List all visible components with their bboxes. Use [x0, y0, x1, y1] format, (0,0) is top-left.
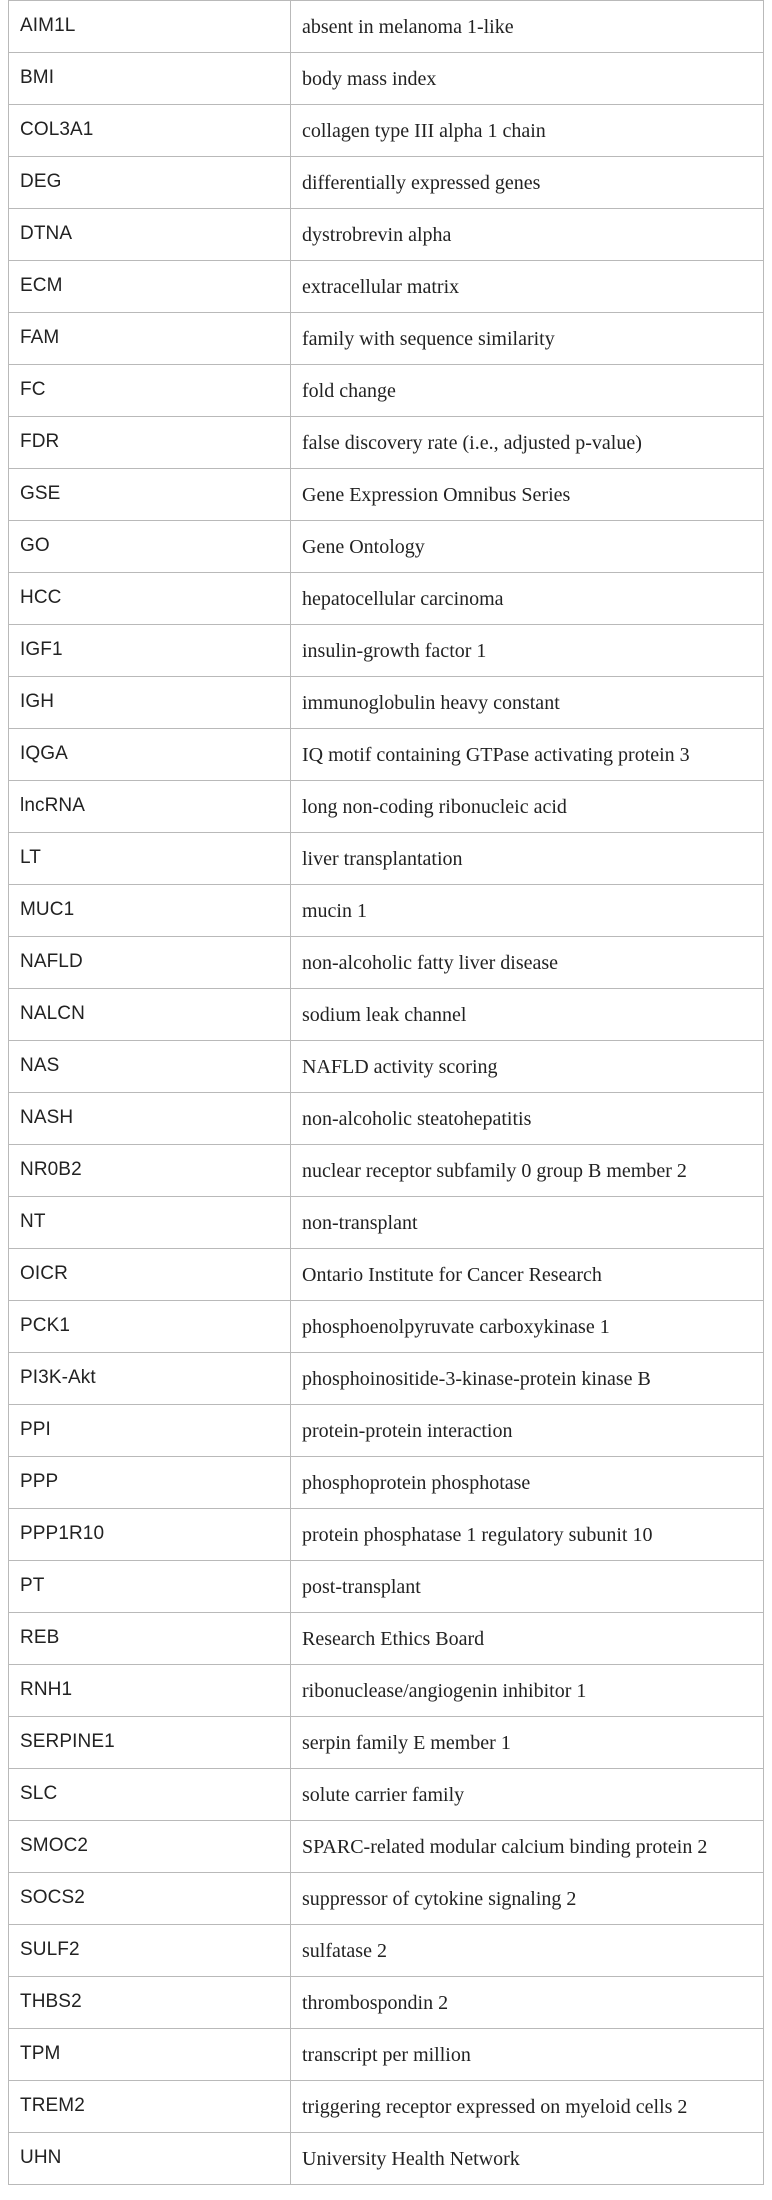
definition-cell: Research Ethics Board [291, 1613, 764, 1665]
abbreviation-cell: OICR [9, 1249, 291, 1301]
definition-cell: extracellular matrix [291, 261, 764, 313]
table-row [9, 1665, 764, 1717]
table-row [9, 365, 764, 417]
abbreviation-cell: SMOC2 [9, 1821, 291, 1873]
table-row [9, 1717, 764, 1769]
abbreviation-cell: SLC [9, 1769, 291, 1821]
abbreviation-cell: NT [9, 1197, 291, 1249]
abbreviation-cell: NALCN [9, 989, 291, 1041]
table-row [9, 1509, 764, 1561]
abbreviation-cell: BMI [9, 53, 291, 105]
table-row [9, 1561, 764, 1613]
table-row [9, 105, 764, 157]
definition-cell: Gene Ontology [291, 521, 764, 573]
abbreviation-cell: PPI [9, 1405, 291, 1457]
table-row [9, 1613, 764, 1665]
abbreviation-cell: MUC1 [9, 885, 291, 937]
table-row [9, 1977, 764, 2029]
abbreviation-cell: FC [9, 365, 291, 417]
definition-cell: phosphoprotein phosphotase [291, 1457, 764, 1509]
table-row [9, 469, 764, 521]
definition-cell: triggering receptor expressed on myeloid cells 2 [291, 2081, 764, 2133]
definition-cell: SPARC-related modular calcium binding protein 2 [291, 1821, 764, 1873]
definition-cell: sulfatase 2 [291, 1925, 764, 1977]
definition-cell: long non-coding ribonucleic acid [291, 781, 764, 833]
abbreviation-cell: THBS2 [9, 1977, 291, 2029]
table-row [9, 1405, 764, 1457]
abbreviation-cell: NASH [9, 1093, 291, 1145]
table-row [9, 1301, 764, 1353]
abbreviation-cell: LT [9, 833, 291, 885]
table-row [9, 1093, 764, 1145]
definition-cell: body mass index [291, 53, 764, 105]
definition-cell: solute carrier family [291, 1769, 764, 1821]
definition-cell: family with sequence similarity [291, 313, 764, 365]
definition-cell: NAFLD activity scoring [291, 1041, 764, 1093]
table-row [9, 53, 764, 105]
table-row [9, 2081, 764, 2133]
definition-cell: IQ motif containing GTPase activating protein 3 [291, 729, 764, 781]
abbreviation-cell: AIM1L [9, 1, 291, 53]
table-row [9, 885, 764, 937]
table-row [9, 1821, 764, 1873]
table-row [9, 1145, 764, 1197]
abbreviation-cell: FAM [9, 313, 291, 365]
abbreviation-cell: TPM [9, 2029, 291, 2081]
abbreviation-cell: GSE [9, 469, 291, 521]
abbreviation-cell: NAS [9, 1041, 291, 1093]
definition-cell: phosphoinositide-3-kinase-protein kinase B [291, 1353, 764, 1405]
table-row [9, 157, 764, 209]
table-row [9, 1041, 764, 1093]
table-row [9, 1, 764, 53]
definition-cell: sodium leak channel [291, 989, 764, 1041]
table-row [9, 2029, 764, 2081]
table-row [9, 521, 764, 573]
abbreviation-cell: PPP1R10 [9, 1509, 291, 1561]
abbreviation-cell: TREM2 [9, 2081, 291, 2133]
definition-cell: Ontario Institute for Cancer Research [291, 1249, 764, 1301]
definition-cell: Gene Expression Omnibus Series [291, 469, 764, 521]
definition-cell: protein phosphatase 1 regulatory subunit 10 [291, 1509, 764, 1561]
abbreviation-cell: UHN [9, 2133, 291, 2185]
table-row [9, 573, 764, 625]
table-row [9, 1197, 764, 1249]
definition-cell: mucin 1 [291, 885, 764, 937]
abbreviation-cell: PT [9, 1561, 291, 1613]
definition-cell: absent in melanoma 1-like [291, 1, 764, 53]
table-row [9, 1249, 764, 1301]
abbreviation-cell: DTNA [9, 209, 291, 261]
table-row [9, 625, 764, 677]
abbreviations-table-container [8, 0, 764, 2185]
definition-cell: transcript per million [291, 2029, 764, 2081]
abbreviation-cell: SOCS2 [9, 1873, 291, 1925]
definition-cell: non-alcoholic steatohepatitis [291, 1093, 764, 1145]
table-row [9, 1769, 764, 1821]
table-row [9, 1873, 764, 1925]
abbreviations-table [8, 0, 764, 2185]
table-row [9, 833, 764, 885]
definition-cell: false discovery rate (i.e., adjusted p-value) [291, 417, 764, 469]
definition-cell: nuclear receptor subfamily 0 group B member 2 [291, 1145, 764, 1197]
abbreviations-table-body [9, 1, 764, 2185]
table-row [9, 1457, 764, 1509]
abbreviation-cell: lncRNA [9, 781, 291, 833]
table-row [9, 729, 764, 781]
abbreviation-cell: NAFLD [9, 937, 291, 989]
abbreviation-cell: HCC [9, 573, 291, 625]
definition-cell: fold change [291, 365, 764, 417]
abbreviation-cell: NR0B2 [9, 1145, 291, 1197]
definition-cell: University Health Network [291, 2133, 764, 2185]
table-row [9, 781, 764, 833]
definition-cell: non-transplant [291, 1197, 764, 1249]
definition-cell: phosphoenolpyruvate carboxykinase 1 [291, 1301, 764, 1353]
definition-cell: ribonuclease/angiogenin inhibitor 1 [291, 1665, 764, 1717]
definition-cell: hepatocellular carcinoma [291, 573, 764, 625]
table-row [9, 313, 764, 365]
abbreviation-cell: PPP [9, 1457, 291, 1509]
abbreviation-cell: RNH1 [9, 1665, 291, 1717]
abbreviation-cell: REB [9, 1613, 291, 1665]
abbreviation-cell: GO [9, 521, 291, 573]
abbreviation-cell: DEG [9, 157, 291, 209]
definition-cell: non-alcoholic fatty liver disease [291, 937, 764, 989]
table-row [9, 989, 764, 1041]
abbreviation-cell: PI3K-Akt [9, 1353, 291, 1405]
definition-cell: liver transplantation [291, 833, 764, 885]
definition-cell: thrombospondin 2 [291, 1977, 764, 2029]
definition-cell: dystrobrevin alpha [291, 209, 764, 261]
definition-cell: collagen type III alpha 1 chain [291, 105, 764, 157]
abbreviation-cell: FDR [9, 417, 291, 469]
definition-cell: suppressor of cytokine signaling 2 [291, 1873, 764, 1925]
abbreviation-cell: ECM [9, 261, 291, 313]
abbreviation-cell: IGH [9, 677, 291, 729]
abbreviation-cell: COL3A1 [9, 105, 291, 157]
definition-cell: protein-protein interaction [291, 1405, 764, 1457]
table-row [9, 1925, 764, 1977]
table-row [9, 677, 764, 729]
definition-cell: serpin family E member 1 [291, 1717, 764, 1769]
abbreviation-cell: PCK1 [9, 1301, 291, 1353]
table-row [9, 937, 764, 989]
abbreviation-cell: SERPINE1 [9, 1717, 291, 1769]
definition-cell: insulin-growth factor 1 [291, 625, 764, 677]
definition-cell: post-transplant [291, 1561, 764, 1613]
table-row [9, 261, 764, 313]
abbreviation-cell: SULF2 [9, 1925, 291, 1977]
table-row [9, 209, 764, 261]
definition-cell: differentially expressed genes [291, 157, 764, 209]
table-row [9, 417, 764, 469]
table-row [9, 2133, 764, 2185]
abbreviation-cell: IGF1 [9, 625, 291, 677]
definition-cell: immunoglobulin heavy constant [291, 677, 764, 729]
table-row [9, 1353, 764, 1405]
abbreviation-cell: IQGA [9, 729, 291, 781]
